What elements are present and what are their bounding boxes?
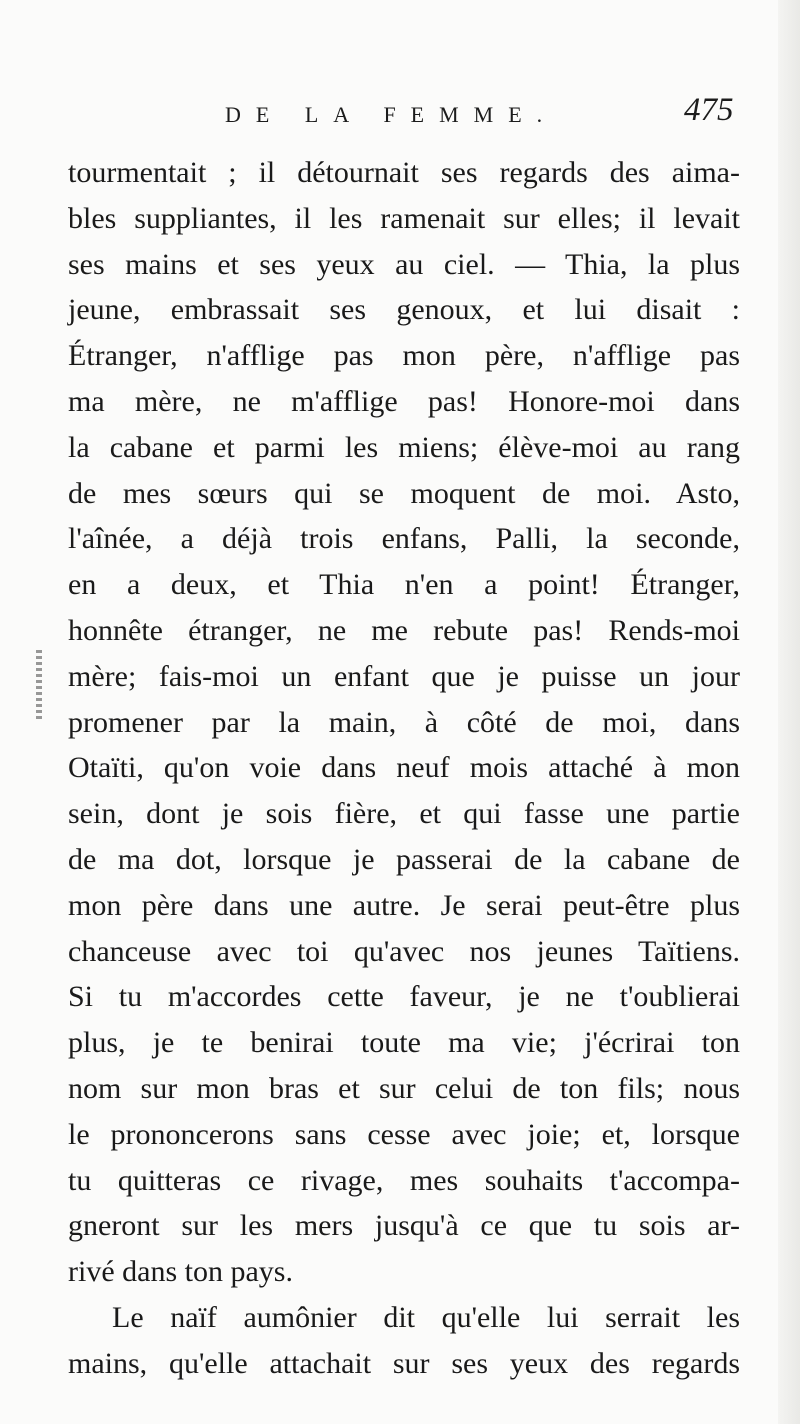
- running-head: DE LA FEMME.: [225, 102, 558, 127]
- text-line: mon père dans une autre. Je serai peut-être plus: [68, 888, 740, 922]
- page-header: [0, 92, 800, 144]
- paragraph-start-line: Le naïf aumônier dit qu'elle lui serrait les: [112, 1300, 740, 1334]
- body-text: [68, 150, 740, 1387]
- text-line: promener par la main, à côté de moi, dans: [68, 705, 740, 739]
- text-line: tourmentait ; il détournait ses regards des aima-: [68, 156, 740, 189]
- text-line: gneront sur les mers jusqu'à ce que tu sois ar-: [68, 1209, 740, 1243]
- page-number: 475: [684, 92, 734, 128]
- text-line: tu quitteras ce rivage, mes souhaits t'accompa-: [68, 1163, 740, 1197]
- text-line: la cabane et parmi les miens; élève-moi au rang: [68, 430, 740, 464]
- paragraph-end-line: rivé dans ton pays.: [68, 1255, 293, 1289]
- text-line: honnête étranger, ne me rebute pas! Rends-moi: [68, 613, 740, 647]
- text-line: en a deux, et Thia n'en a point! Étranger,: [68, 568, 740, 602]
- text-line: chanceuse avec toi qu'avec nos jeunes Taïtiens.: [68, 934, 740, 968]
- text-line: ma mère, ne m'afflige pas! Honore-moi dans: [68, 384, 740, 418]
- text-line: l'aînée, a déjà trois enfans, Palli, la seconde,: [68, 522, 740, 556]
- text-line: Étranger, n'afflige pas mon père, n'afflige pas: [68, 339, 740, 373]
- margin-ink-mark: [36, 650, 42, 720]
- text-line: ses mains et ses yeux au ciel. — Thia, la plus: [68, 247, 740, 281]
- text-line: bles suppliantes, il les ramenait sur elles; il levait: [68, 201, 740, 235]
- text-line: mère; fais-moi un enfant que je puisse un jour: [68, 659, 740, 693]
- text-line: jeune, embrassait ses genoux, et lui disait :: [68, 293, 740, 327]
- text-line: Otaïti, qu'on voie dans neuf mois attaché à mon: [68, 751, 740, 785]
- text-line: plus, je te benirai toute ma vie; j'écrirai ton: [68, 1026, 740, 1060]
- text-line: de ma dot, lorsque je passerai de la cabane de: [68, 842, 740, 876]
- text-line: sein, dont je sois fière, et qui fasse une partie: [68, 797, 740, 831]
- text-line: de mes sœurs qui se moquent de moi. Asto,: [68, 476, 740, 510]
- text-line: mains, qu'elle attachait sur ses yeux des regards: [68, 1346, 740, 1380]
- text-line: Si tu m'accordes cette faveur, je ne t'oublierai: [68, 980, 740, 1014]
- page-edge-shadow: [778, 0, 800, 1424]
- text-line: nom sur mon bras et sur celui de ton fils; nous: [68, 1071, 740, 1105]
- text-line: le prononcerons sans cesse avec joie; et, lorsque: [68, 1117, 740, 1151]
